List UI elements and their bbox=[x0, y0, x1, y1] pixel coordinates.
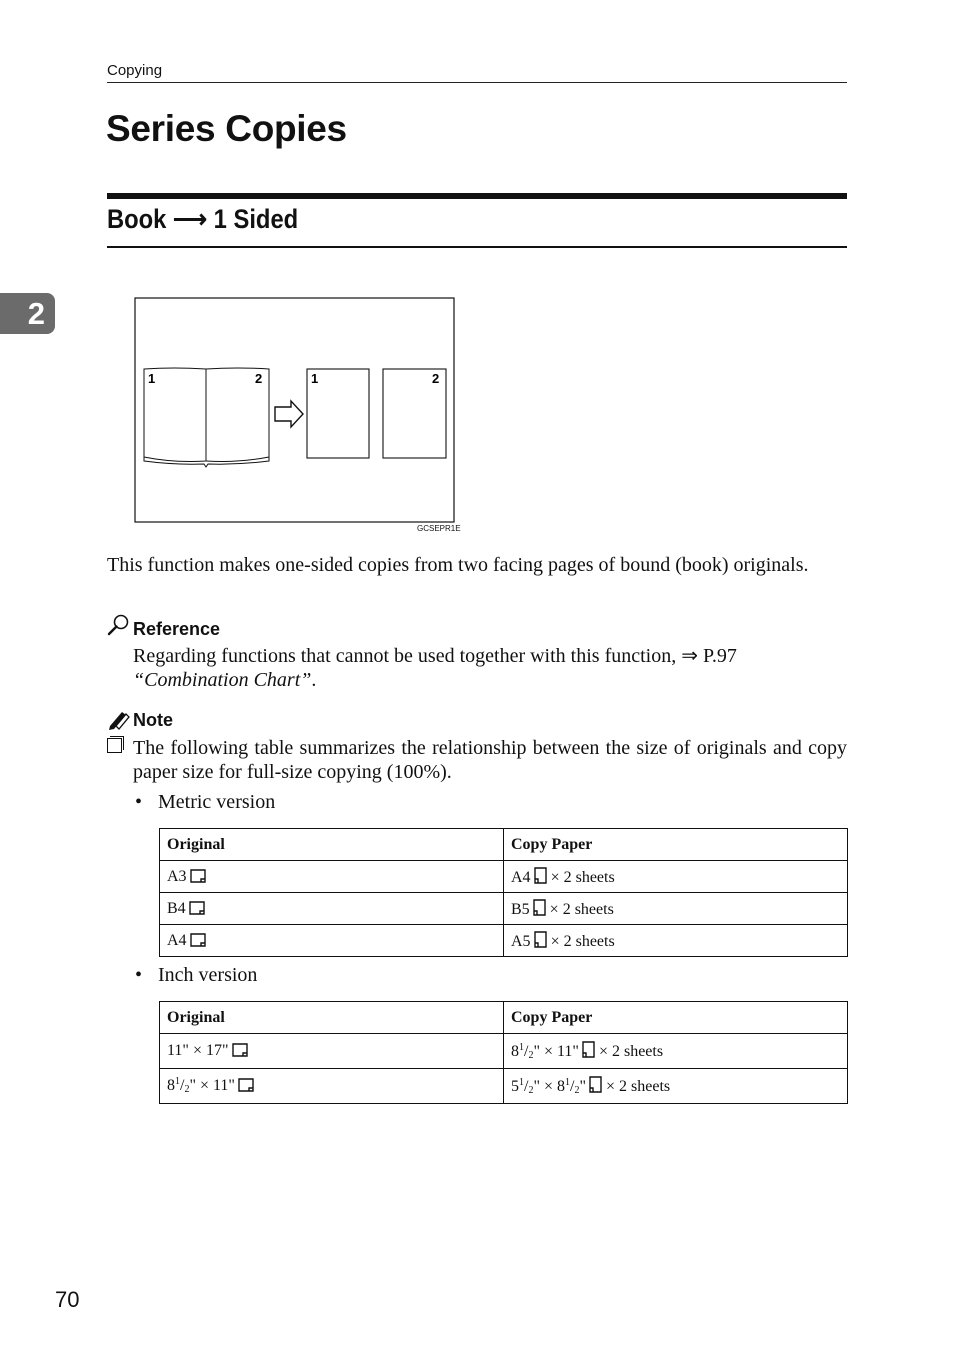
intro-paragraph: This function makes one-sided copies from two facing pages of bound (book) originals. bbox=[107, 554, 809, 576]
table-header-row bbox=[160, 829, 848, 861]
table-row bbox=[160, 925, 848, 957]
fraction-denominator: 2 bbox=[528, 1085, 534, 1096]
portrait-paper-icon bbox=[534, 867, 548, 884]
section-title: Book ⟶ 1 Sided bbox=[107, 204, 299, 234]
fraction-numerator: 1 bbox=[519, 1077, 524, 1088]
copy-size-whole: 5 bbox=[511, 1078, 519, 1095]
reference-text bbox=[133, 644, 847, 692]
original-size-whole: 8 bbox=[167, 1077, 175, 1094]
section-rule-top bbox=[107, 193, 847, 199]
chapter-tab bbox=[0, 293, 55, 334]
book-to-one-sided-illustration bbox=[134, 297, 456, 525]
copy-size-rest: " × 11" bbox=[533, 1043, 579, 1060]
fraction-denominator: 2 bbox=[574, 1085, 580, 1096]
inch-size-table bbox=[159, 1001, 848, 1104]
table-row bbox=[160, 1069, 848, 1104]
column-header-original: Original bbox=[160, 829, 504, 861]
fraction-denominator: 2 bbox=[184, 1084, 190, 1095]
table-row bbox=[160, 1034, 848, 1069]
column-header-copy-paper: Copy Paper bbox=[504, 829, 848, 861]
copy-count: × 2 sheets bbox=[606, 1078, 671, 1095]
copy-size-rest: " bbox=[579, 1078, 586, 1095]
magnifier-icon bbox=[107, 613, 131, 637]
copy-size-whole: 8 bbox=[511, 1043, 519, 1060]
reference-label: Reference bbox=[133, 619, 221, 639]
combination-chart-link[interactable]: “Combination Chart” bbox=[133, 669, 312, 691]
metric-version-label: Metric version bbox=[158, 791, 276, 813]
portrait-paper-icon bbox=[582, 1041, 596, 1058]
copy-count: × 2 sheets bbox=[598, 1043, 664, 1060]
copy-paper-cell: $8^1/_2$" × 11" × 2 sheets bbox=[504, 1034, 848, 1069]
original-size: A3 bbox=[167, 867, 187, 885]
reference-tail: . bbox=[311, 669, 317, 691]
bullet-icon: • bbox=[135, 964, 143, 986]
reference-body: Regarding functions that cannot be used together with this function, ⇒ P.97 bbox=[133, 645, 737, 667]
landscape-paper-icon bbox=[190, 869, 208, 883]
landscape-paper-icon bbox=[190, 933, 208, 947]
checkbox-icon bbox=[107, 738, 122, 753]
original-cell bbox=[160, 925, 504, 957]
column-header-original: Original bbox=[160, 1002, 504, 1034]
original-cell bbox=[160, 861, 504, 893]
copy-size: A4 bbox=[511, 868, 531, 886]
page-number: 70 bbox=[55, 1287, 80, 1312]
copy-sheet-1-page-number: 1 bbox=[311, 371, 319, 386]
copy-size: A5 bbox=[511, 932, 531, 950]
copy-paper-cell: $5^1/_2$" × $8^1/_2$" × 2 sheets bbox=[504, 1069, 848, 1104]
copy-size: B5 bbox=[511, 900, 530, 918]
table-row bbox=[160, 861, 848, 893]
pencil-icon bbox=[107, 708, 131, 730]
original-cell bbox=[160, 893, 504, 925]
copy-count: × 2 sheets bbox=[549, 900, 614, 918]
bullet-icon: • bbox=[135, 791, 143, 813]
copy-count: × 2 sheets bbox=[550, 932, 615, 950]
copy-paper-cell bbox=[504, 925, 848, 957]
landscape-paper-icon bbox=[232, 1043, 250, 1057]
metric-size-table bbox=[159, 828, 848, 957]
portrait-paper-icon bbox=[534, 931, 548, 948]
illustration-code: GCSEPR1E bbox=[417, 524, 461, 533]
column-header-copy-paper: Copy Paper bbox=[504, 1002, 848, 1034]
header-rule bbox=[107, 82, 847, 83]
copy-sheet-2-page-number: 2 bbox=[432, 371, 440, 386]
fraction-numerator: 1 bbox=[175, 1076, 180, 1087]
landscape-paper-icon bbox=[189, 901, 207, 915]
original-size-rest: " × 11" bbox=[189, 1077, 235, 1094]
table-row bbox=[160, 893, 848, 925]
chapter-number: 2 bbox=[27, 296, 45, 331]
original-size: 11" × 17" bbox=[167, 1042, 229, 1059]
fraction-numerator: 1 bbox=[565, 1077, 571, 1088]
original-cell: $8^1/_2$" × 11" bbox=[160, 1069, 504, 1104]
copy-paper-cell bbox=[504, 861, 848, 893]
table-header-row bbox=[160, 1002, 848, 1034]
book-right-page-number: 2 bbox=[255, 371, 263, 386]
portrait-paper-icon bbox=[533, 899, 547, 916]
page-title: Series Copies bbox=[106, 108, 347, 149]
note-text: The following table summarizes the relationship between the size of originals and copy paper size for full-size copying (100%). bbox=[133, 737, 847, 783]
book-left-page-number: 1 bbox=[148, 371, 156, 386]
copy-size-mid: " × 8 bbox=[533, 1078, 566, 1095]
original-size: B4 bbox=[167, 899, 186, 917]
landscape-paper-icon bbox=[238, 1078, 256, 1092]
copy-count: × 2 sheets bbox=[550, 868, 615, 886]
portrait-paper-icon bbox=[589, 1076, 603, 1093]
section-rule-bottom bbox=[107, 246, 847, 248]
original-cell bbox=[160, 1034, 504, 1069]
inch-version-label: Inch version bbox=[158, 964, 258, 986]
fraction-denominator: 2 bbox=[528, 1050, 534, 1061]
note-label: Note bbox=[133, 710, 173, 730]
running-header: Copying bbox=[107, 62, 163, 79]
copy-paper-cell bbox=[504, 893, 848, 925]
original-size: A4 bbox=[167, 931, 187, 949]
fraction-numerator: 1 bbox=[519, 1042, 524, 1053]
